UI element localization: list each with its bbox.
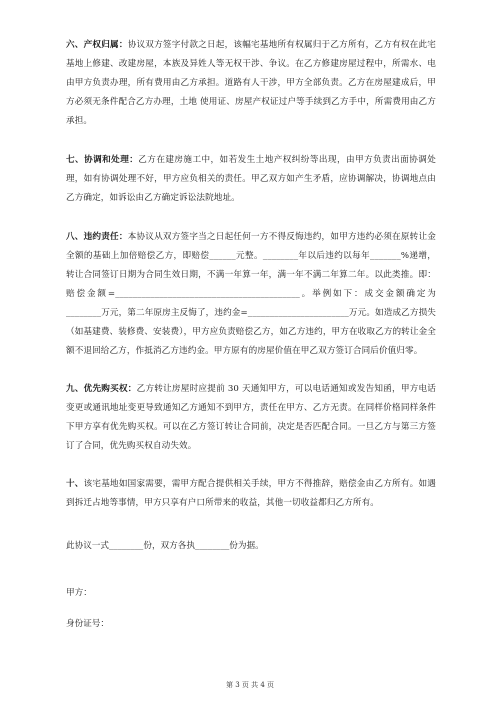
section-heading: 六、产权归属： (66, 40, 128, 50)
document-body (66, 36, 436, 634)
section-breach-liability (66, 228, 436, 361)
section-text: 乙方转让房屋时应提前 30 天通知甲方，可以电话通知或发告知函，甲方电话变更或通讯地址变更导致通知乙方通知不到甲方，责任在甲方、乙方无责。在同样价格同样条件下甲方享有优先购买权。可以在乙方签订转让合同前，决定是否匹配合同。一旦乙方与第三方签订了合同，优先购买权自动失效。 (66, 384, 437, 451)
section-text: 协议双方签字付款之日起，该幅宅基地所有权属归于乙方所有，乙方有权在此宅基地上修建、改建房屋，本族及异姓人等无权干涉、争议。在乙方修建房屋过程中，所需水、电由甲方负责办理，所有费用由乙方承担。道路有人干涉，甲方全部负责。乙方在房屋建成后，甲方必须无条件配合乙方办理，土地 使用证、房屋产权证过户等手续到乙方手中，所需费用由乙方承担。 (66, 40, 436, 126)
section-text: 本协议从双方签字当之日起任何一方不得反悔违约，如甲方违约必须在原转让金全额的基础上加倍赔偿乙方，即赔偿______元整。________年以后违约以每年_______%递增，转让合同签订日期为合同生效日期，不满一年算一年，满一年不满二年算二年。以此类推。即：赔偿金额=__________________________________________。举例如下：成交金额确定为________万元，第二年原房主反悔了，违约金=_______________________万元。如造成乙方损失（如基建费、装修费、安装费），甲方应负责赔偿乙方，如乙方违约，甲方在收取乙方的转让金全额不退回给乙方，作抵消乙方违约金。甲方原有的房屋价值在甲乙双方签订合同后价值归零。 (66, 232, 436, 356)
id-number-label: 身份证号： (66, 619, 109, 629)
section-heading: 七、协调和处理： (66, 155, 139, 165)
copies-statement: 此协议一式________份，双方各执________份为据。 (66, 541, 264, 551)
section-heading: 八、违约责任： (66, 232, 128, 242)
page-number-footer: 第 3 页 共 4 页 (225, 681, 275, 689)
section-coordination (66, 151, 436, 208)
section-property-rights (66, 36, 436, 131)
section-preemptive-right (66, 380, 436, 456)
section-heading: 九、优先购买权： (66, 384, 137, 394)
party-a-label: 甲方： (66, 588, 92, 598)
section-heading: 十、 (66, 479, 84, 489)
section-state-requisition (66, 475, 436, 513)
section-text: 该宅基地如国家需要，需甲方配合提供相关手续，甲方不得推辞，赔偿金由乙方所有。如遇到拆迁占地等事情，甲方只享有户口所带来的收益，其他一切收益都归乙方所有。 (66, 479, 436, 508)
section-text: 乙方在建房施工中，如若发生土地产权纠纷等出现，由甲方负责出面协调处理，如有协调处理不好，甲方应负相关的责任。甲乙双方如产生矛盾，应协调解决，协调地点由乙方确定，如诉讼由乙方确定诉讼法院地址。 (66, 155, 436, 203)
